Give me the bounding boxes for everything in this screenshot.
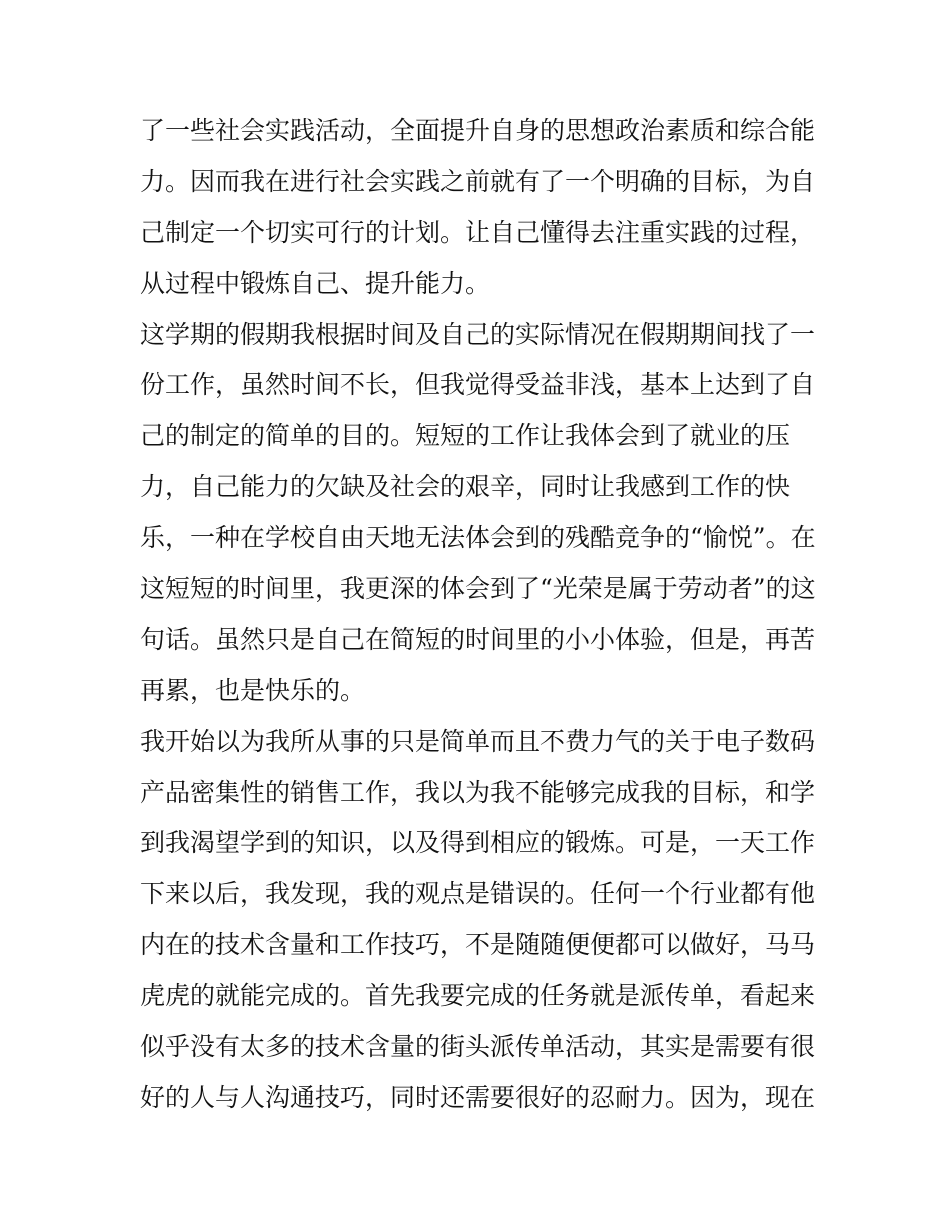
text-line: 这学期的假期我根据时间及自己的实际情况在假期期间找了一 xyxy=(140,319,816,349)
text-line: 乐，一种在学校自由天地无法体会到的残酷竞争的“愉悦”。在 xyxy=(140,523,816,553)
text-line: 我开始以为我所从事的只是简单而且不费力气的关于电子数码 xyxy=(140,726,816,756)
text-line: 好的人与人沟通技巧，同时还需要很好的忍耐力。因为，现在 xyxy=(140,1082,816,1112)
text-line: 力，自己能力的欠缺及社会的艰辛，同时让我感到工作的快 xyxy=(140,472,791,502)
text-line: 份工作，虽然时间不长，但我觉得受益非浅，基本上达到了自 xyxy=(140,370,816,400)
text-line: 力。因而我在进行社会实践之前就有了一个明确的目标，为自 xyxy=(140,166,816,196)
text-line: 到我渴望学到的知识，以及得到相应的锻炼。可是，一天工作 xyxy=(140,828,816,858)
text-line: 句话。虽然只是自己在简短的时间里的小小体验，但是，再苦 xyxy=(140,624,816,654)
body-text xyxy=(140,106,816,1124)
text-line: 己制定一个切实可行的计划。让自己懂得去注重实践的过程， xyxy=(140,217,816,247)
text-line: 这短短的时间里，我更深的体会到了“光荣是属于劳动者”的这 xyxy=(140,574,816,604)
text-line: 产品密集性的销售工作，我以为我不能够完成我的目标，和学 xyxy=(140,777,816,807)
text-line-paragraph-end: 从过程中锻炼自己、提升能力。 xyxy=(140,268,491,298)
text-line: 似乎没有太多的技术含量的街头派传单活动，其实是需要有很 xyxy=(140,1032,816,1062)
text-line: 内在的技术含量和工作技巧，不是随随便便都可以做好，马马 xyxy=(140,930,816,960)
text-line: 了一些社会实践活动，全面提升自身的思想政治素质和综合能 xyxy=(140,116,816,145)
text-line: 虎虎的就能完成的。首先我要完成的任务就是派传单，看起来 xyxy=(140,981,816,1011)
text-line-paragraph-end: 再累，也是快乐的。 xyxy=(140,675,366,705)
text-line: 下来以后，我发现，我的观点是错误的。任何一个行业都有他 xyxy=(140,879,816,909)
text-line: 己的制定的简单的目的。短短的工作让我体会到了就业的压 xyxy=(140,421,791,451)
